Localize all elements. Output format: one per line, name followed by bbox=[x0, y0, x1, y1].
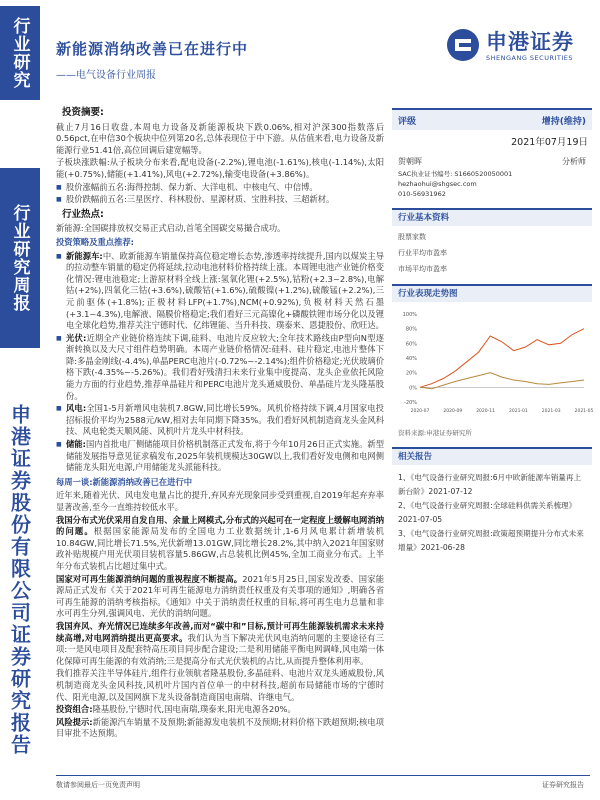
related-report-item[interactable]: 2、《电气设备行业研究周报:全球硅料供需关系梳理》2021-07-05 bbox=[398, 501, 577, 524]
weekly-paragraph-4 bbox=[56, 621, 384, 667]
analyst-email[interactable]: hezhaohui@shgsec.com bbox=[398, 180, 477, 188]
logo-chinese: 申港证券 bbox=[486, 30, 574, 54]
y-tick-label: 60% bbox=[405, 341, 417, 348]
related-heading: 相关报告 bbox=[392, 447, 592, 465]
storage-text: 国内首批电厂侧储能项目价格机制落正式发布,将于今年10月26日正式实施。新型储能发展指导意见征求稿发布,2025年装机规模达30GW以上,我们看好发电侧和电网侧储能龙头阳光电源,户用储能龙头派能科技。 bbox=[66, 439, 384, 473]
weekly-heading: 每周一谈:新能源消纳改善已在进行中 bbox=[56, 476, 193, 487]
company-logo bbox=[446, 24, 586, 72]
weekly-p4-bold: 我国弃风、弃光情况已连续多年改善,而对“碳中和”目标,预计可再生能源装机需求未来持续高增,对电网消纳提出更高要求。 bbox=[56, 620, 384, 643]
hotspot-paragraph: 新能源:全国碳排放权交易正式启动,首笔全国碳交易撮合成功。 bbox=[56, 223, 286, 234]
trend-chart-svg bbox=[394, 308, 594, 420]
x-tick-label: 2020-09 bbox=[443, 409, 463, 414]
logo-mark-icon bbox=[446, 28, 480, 62]
report-type-tag bbox=[0, 168, 40, 348]
footer-divider bbox=[56, 775, 590, 776]
sac-label: SAC执业证书编号: bbox=[398, 170, 453, 178]
rating-box bbox=[392, 108, 592, 130]
summary-paragraph-2: 子板块涨跌幅:从子板块分布来看,配电设备(-2.2%),锂电池(-1.61%),核电(-1.14%),太阳能(+0.75%),储能(+1.41%),风电(+2.72%),输变电设备(+3.86%)。 bbox=[56, 157, 384, 179]
weekly-paragraph-1: 近年来,随着光伏、风电发电量占比的提升,弃风弃光现象同步受到重视,自2019年起弃弃率显著改善,至今一直维持较低水平。 bbox=[56, 490, 384, 512]
summary-heading: 投资摘要: bbox=[62, 107, 104, 118]
rating-value: 增持(维持) bbox=[541, 116, 586, 127]
pv-text: 近期全产业链价格连续下调,硅料、电池片反应较大;全年技术路线由P型向N型逐渐转换以及大尺寸组件趋势明确。本周产业链价格情况:硅料、硅片稳定,电池片整体下降:多晶金刚线(-4.4%),单晶PERC电池片(-0.72%~-2.14%);组件价格稳定;光伏玻璃价格下跌(-4.35%~-5.26%)。我们看好残清扫未来行业集中度提高、龙头企业依托风险能力方面的行业趋势,推荐单晶硅片和PERC电池片龙头通威股份、单晶硅片龙头隆基股份。 bbox=[66, 332, 384, 401]
footer-label: 证券研究报告 bbox=[542, 781, 584, 789]
risk-label: 风险提示: bbox=[56, 716, 93, 727]
weekly-p3-bold: 国家对可再生能源消纳问题的重视程度不断提高。 bbox=[56, 573, 243, 584]
y-tick-label: 0% bbox=[409, 385, 417, 392]
y-tick-label: 20% bbox=[405, 370, 417, 377]
y-tick-label: 80% bbox=[405, 326, 417, 333]
ev-label: 新能源车: bbox=[66, 250, 103, 261]
right-sidebar bbox=[392, 108, 592, 561]
weekly-paragraph-5: 我们推荐关注半导体硅片,组件行业领航者隆基股份,多晶硅料、电池片双龙头通威股份,风机制造商龙头金风科技,风机叶片国内首位单一的中材科技,超前布局储能市场的宁德时代、阳光电源,以及国网旗下龙头设备制造商国电南瑞、许继电气。 bbox=[56, 668, 384, 702]
sac-number: S1660520050001 bbox=[454, 170, 513, 178]
weekly-paragraph-2 bbox=[56, 515, 384, 573]
hotspot-heading: 行业热点: bbox=[62, 208, 104, 220]
weekly-p3-text: 2021年5月25日,国家发改委、国家能源局正式发布《关于2021年可再生能源电力消纳责任权重及有关事项的通知》,明确各省可再生能源的消纳考核指标。《通知》中关于消纳责任权重的目标,将可再生电力总量和非水可再生分列,强调风电、光伏的消纳问题。 bbox=[56, 573, 384, 619]
analyst-row bbox=[398, 156, 586, 167]
report-type-text: 行业研究周报 bbox=[9, 204, 30, 312]
storage-item bbox=[56, 439, 384, 474]
ev-item bbox=[56, 251, 384, 332]
chart-source: 资料来源:申港证券研究所 bbox=[398, 429, 472, 437]
footer-disclaimer: 敬请参阅最后一页免责声明 bbox=[56, 781, 140, 789]
sac-row bbox=[398, 169, 586, 178]
report-subtitle: ——电气设备行业周报 bbox=[56, 70, 156, 81]
x-tick-label: 2021-01 bbox=[508, 409, 528, 414]
company-tag bbox=[0, 360, 40, 800]
stock-count-label: 股票家数 bbox=[398, 233, 426, 241]
wind-label: 风电: bbox=[66, 403, 87, 414]
ev-text: 中、欧新能源车销量保持高位稳定增长态势,渗透率持续提升,国内以煤炭主导的拉动整车销量的稳定仍将延续,拉动电池材料价格持续上涨。本周锂电池产业链价格变化情况:锂电池稳定;上游原材料全线上涨:氢氧化锂(+2.5%),钴粉(+2.3~2.8%),电解钴(+2%),四氧化三钴(+3.6%),硫酸钴(+1.6%),硫酸镍(+1.2%),硫酸锰(+2.2%),三元前驱体(+1.8%);正极材料LFP(+1.7%),NCM(+0.92%),负极材料天然石墨(+3.1~4.3%),电解液、隔膜价格稳定;我们看好三元高镍化+磷酸铁锂市场分化以及锂电全球化趋势,推荐关注宁德时代、亿纬锂能、当升科技、璞泰来、恩捷股份、欣旺达。 bbox=[66, 250, 384, 331]
category-tag bbox=[0, 6, 40, 100]
x-tick-label: 2021-03 bbox=[541, 409, 561, 414]
industry-pe-label: 行业平均市盈率 bbox=[398, 249, 447, 257]
wind-text: 全国1-5月新增风电装机7.8GW,同比增长59%。风机价格持续下调,4月国家电投招标报价平均为2588元/kW,相对去年同期下降35%。我们看好风机制造商龙头金风科技、风电轮类天顺风能、风机叶片龙头中材科技。 bbox=[66, 403, 384, 437]
related-report-item[interactable]: 3、《电气设备行业研究周报:政策超预期提升分布式未来增量》2021-06-28 bbox=[398, 529, 584, 552]
series-line-1 bbox=[420, 329, 584, 388]
weekly-p4-text: 我们认为当下解决光伏风电消纳问题的主要途径有三项:一是风电项目及配套特高压项目同步配合建设;二是利用储能平衡电网调峰,风电端一体化保障可再生能源的有效消纳;三是提高分布式光伏装机的占比,从而提升整体利用率。 bbox=[56, 632, 384, 666]
analyst-name: 贺朝晖 bbox=[398, 157, 422, 166]
weekly-paragraph-3 bbox=[56, 574, 384, 620]
left-band bbox=[0, 0, 40, 800]
risk-line bbox=[56, 717, 384, 740]
portfolio-text: 隆基股份,宁德时代,国电南瑞,璞泰来,阳光电源各20%。 bbox=[92, 704, 296, 715]
weekly-p2-bold: 我国分布式光伏采用自发自用、余量上网模式,分布式的兴起可在一定程度上缓解电网消纳的问题。 bbox=[56, 514, 384, 537]
strategy-heading: 投资策略及重点推荐: bbox=[56, 236, 134, 247]
trend-chart bbox=[392, 306, 592, 424]
related-report-item[interactable]: 1、《电气设备行业研究周报:6月中欧新能源车销量再上新台阶》2021-07-12 bbox=[398, 473, 582, 496]
trend-heading: 行业表现走势图 bbox=[392, 284, 592, 302]
analyst-phone: 010-56931962 bbox=[398, 190, 446, 198]
logo-english: SHENGANG SECURITIES bbox=[486, 54, 574, 62]
x-tick-label: 2020-11 bbox=[476, 409, 496, 414]
report-date: 2021年07月19日 bbox=[511, 137, 588, 148]
category-tag-text: 行业研究 bbox=[9, 17, 30, 89]
x-tick-label: 2021-05 bbox=[574, 409, 594, 414]
top-losers-bullet: ■ 股价跌幅前五名:三星医疗、科林股份、星源材质、宝胜科技、三超新材。 bbox=[56, 194, 384, 206]
y-tick-label: 40% bbox=[405, 356, 417, 362]
top-gainers-bullet: ■ 股价涨幅前五名:海得控制、保力新、大洋电机、中核电气、中信博。 bbox=[56, 182, 384, 194]
analyst-role: 分析师 bbox=[562, 157, 586, 166]
y-tick-label: 100% bbox=[402, 312, 417, 318]
series-line-2 bbox=[420, 373, 584, 389]
portfolio-label: 投资组合: bbox=[56, 704, 93, 715]
report-title: 新能源消纳改善已在进行中 bbox=[56, 40, 249, 58]
company-tag-text: 申港证券股份有限公司证券研究报告 bbox=[7, 404, 32, 756]
portfolio-line bbox=[56, 704, 384, 716]
pv-label: 光伏: bbox=[66, 332, 87, 343]
wind-item bbox=[56, 403, 384, 438]
related-reports-list bbox=[398, 471, 586, 555]
risk-text: 新能源汽车销量不及预期;新能源发电装机不及预期;材料价格下跌超预期;核电项目审批不达预期。 bbox=[56, 716, 384, 739]
pv-item bbox=[56, 333, 384, 403]
rating-label: 评级 bbox=[398, 116, 417, 127]
storage-label: 储能: bbox=[66, 439, 86, 450]
y-tick-label: -20% bbox=[404, 400, 417, 406]
summary-paragraph-1: 截止7月16日收盘,本周电力设备及新能源板块下跌0.06%,相对沪深300指数落后0.56pct,在申信30个板块中位列第20名,总体表现位于中下游。从估值来看,电力设备及新能源行业51.41倍,高位回调后建宽幅等。 bbox=[56, 121, 384, 155]
weekly-p2-text: 根据国家能源局发布的全国电力工业数据统计,1-6月风电累计新增装机10.84GW,同比增长71.5%,光伏新增13.01GW,同比增长28.2%,其中纳入2021年国家财政补贴规模户用光伏项目装机容量5.86GW,占总装机比例45%,全加工商业分布式。上半年分布式装机占比超过集中式。 bbox=[56, 526, 384, 571]
main-text-column bbox=[56, 104, 384, 741]
x-tick-label: 2020-07 bbox=[410, 409, 430, 414]
market-pe-label: 市场平均市盈率 bbox=[398, 265, 447, 273]
basic-info-heading: 行业基本资料 bbox=[392, 208, 592, 226]
